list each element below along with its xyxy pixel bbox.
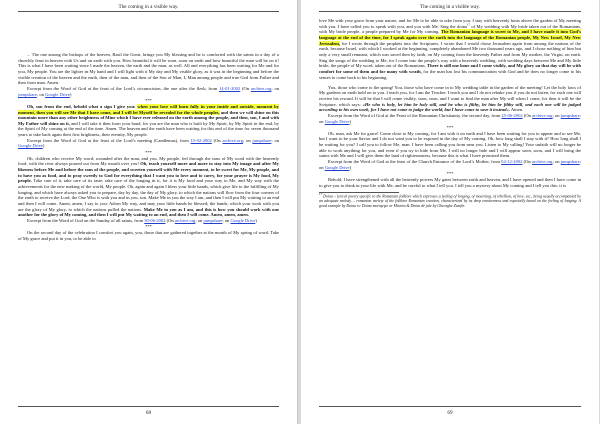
page-number-right: 69 (447, 410, 453, 416)
page-number-left: 68 (145, 410, 152, 416)
section-separator: *** (145, 224, 152, 230)
jumpshare-link[interactable]: jumpshare (18, 91, 37, 97)
footnote: $^{17}$ Doina – lyrical poetry specific to the Romanian folklore which expresses a feeling of longing, of mourning, of rebellion, of love, etc., being usually accompanied by an adequate melody. – romanian variety of the folklore Romanian creation, characterized by its deep emotiveness and especially based on the feeling of longing. A good example by Doina is: Doina moroşeşte or Miorita & Doina de jale by Gheorghe Zamfir. (319, 192, 581, 209)
paragraph: Oh, son from the end, behold what a sign I give you: when your love will burn fully in your inside and outside, moment by moment, then you will see Me that I have come, and I will let Myself be revealed for the whole peoples, and then we will shine on this mountain more than any other brightness of Mine which I have ever released on the earth among the people, and then, son, I and with My Father will shine on it, and I will take it then from your hand, for you are the man who is built by My Spirit, by My Spirit in the end, by the Spirit of My coming at the end of the time. Amen. The heaven and the earth have been waiting for this end of the time for seven thousand years to take back again their first brightness, their eternity, My people. (18, 103, 279, 138)
paragraph: Oh, man, ask Me for grace! Come close to My coming, for I am with it on earth and I have been waiting for you to appear and to see Me, but I want to be your Savior and I do not want you to be exposed in the day of My coming. Oh, how long shall I stay with it? How long shall I be waiting for you? I call you to follow Me, man. I have been calling you from near you. Listen to My calling! Your unfaith will no longer be able to work anything for you, and even if you try to hide from Me, I will no longer hide and I will appear soon, soon, and I will bring the saints with Me and I will give them the land of righteousness, because this is what I have promised them. (319, 130, 581, 159)
paragraph: Oh, children who receive My word; wounded after the man, and you, My people, fed through the sons of My word with the heavenly food, with the river always poured out from My mouth over you! Oh, teach yourself more and more to stay into My image and after My likeness before Me and before the sons of the people, and sweeten yourself with Me every moment, to be sweet for Me, My people, and to have you as food, and to pray sweetly to God for everything that I want you to love and to carry, for your prayer is My food, My people. Take care of it, take care of its taste, take care of the longing in it, for it is My food and your way to Me, and My way with the achievements for the new making of the world, My people. Oh, again and again I bless your little hands, which give life to the fulfilling of My longing, and which have always asked you to prepare, day by day, the day of My glory, to which the nations will flow from the four corners of the earth to receive the Lord, the One Who is with you and in you, son. Make Me in you the way I am, and then I will put My waiting to an end and then I will come. Amen, amen, I say to you: Adorn My way, and may your little hands be blessed; the hands, which your work with you are the glory of My glory, to which the nations pulled the nations. Make Me in you as I am, and this is how you should work with one another for the glory of My coming, and then I will put My waiting to an end, and then I will come. Amen, amen, amen. (18, 155, 279, 218)
google-drive-link[interactable]: Google Drive (45, 91, 70, 97)
footer-rule (18, 406, 279, 407)
right-page (301, 0, 599, 424)
header-rule (319, 11, 581, 12)
google-drive-link[interactable]: Google Drive (324, 118, 350, 124)
running-head-right: The coming in a visible way. (420, 4, 480, 10)
google-drive-link[interactable]: Google Drive (18, 143, 43, 149)
header-rule (18, 11, 279, 12)
footnote-number: 17 (319, 192, 322, 197)
date-link[interactable]: 15-02-2002 (190, 137, 212, 143)
paragraph: love Me with your grace from your nature, and for Me to be able to take from you. I stay with heavenly hosts above the garden of My meeting with you. I have called you to speak with you, and you with Me. Sing the doina$^{17}$ of My wedding with My bride taken out of the Romanians, with My bride people, a people prepared by Me for My coming. The Romanian language is sweet to Me, and I have made it into God’s language at the end of the time, for I speak again over the earth into the language of the Romanian people, My New Israel, My New Jerusalem, for I wrote through the prophets into the Scriptures. I wrote that I would chose Jerusalem again from among the nations of the earth, because Israel, with which I worked at the beginning, completely abandoned Me two thousand years ago, and I chose nothing of him but only a very small remnant, which was saved then by faith, on My coming from the heavenly Father and from My mother, the Virgin, on earth. Sing the songs of the wedding to Me, for I come into the people’s way with a heavenly wedding, with wedding days between Me and My little bride, the people of My word, taken out of the Romanians. There is still one hour and I come visibly, and My glory on that day will be with comfort for some of them and for many with wrath, for the man has lost his communication with God and he does no longer come to his senses to come back to his beginning. (319, 18, 582, 80)
jumpshare-link[interactable]: jumpshare (560, 159, 580, 165)
date-link[interactable]: 04-12-2002 (501, 159, 523, 165)
source-line: Excerpt from the Word of God on the Sunday of all saints, from 30-06-2002 (On archive.org; on jumpshare; on Google Drive) (27, 217, 257, 223)
section-separator: *** (145, 97, 152, 103)
jumpshare-link[interactable]: jumpshare (203, 217, 223, 223)
jumpshare-link[interactable]: jumpshare (560, 112, 580, 118)
paragraph: You, those who come to the spring! You, those who have come in to My wedding table in the garden of the meeting! Let the holy laws of My gardens on earth hold on to you. I teach you, for I am the Teacher. I teach you and I do not rebuke you if you do not listen, for each one will receive his reward. It will be that I will come visibly, soon, soon, and I want to find the man after My will when I come, for then it will be the Scripture, which says: «He who is holy, let him be holy still, and he who is filthy, let him be filthy still, and each one will be judged according to his own work, for I have not come to judge the world, but I have come to save it instead». Amen. (319, 84, 582, 113)
source-text: Excerpt from the Word of God at the feast of the Lord’s circumcision, the one after the flesh, from (27, 85, 220, 91)
footnote-reference: 17 (467, 22, 471, 27)
date-link[interactable]: 30-06-2002 (144, 217, 166, 223)
scripture-quote: «He who is holy, let him be holy still, and he who is filthy, let him be filthy still, and each one will be judged according to his own work, for I have not come to judge the world, but I have come to save it instead». (319, 101, 582, 113)
section-separator: *** (446, 124, 454, 130)
archive-link[interactable]: archive.org (250, 85, 272, 91)
source-line: Excerpt from the Word of God at the feast of the Lord’s meeting (Candlemas), from 15-02-2002 (On archive.org; on jumpshare; on Google Drive) (18, 137, 279, 149)
archive-link[interactable]: archive.org (531, 159, 553, 165)
source-line: Excerpt from the Word of God at the feast of the Church Entrance of the Lord’s Mother, from 04-12-2002 (On archive.org; on jumpshare; on Google Drive) (319, 159, 581, 170)
right-page-body (319, 18, 581, 209)
footer-rule (319, 406, 581, 407)
date-link[interactable]: 14-01-2002 (219, 85, 241, 91)
paragraph: On the second day of the celebration I comfort you again, you, those that are gathered together at the mouth of My spring of word. Take of My grace and put it in you, to be able to (18, 230, 279, 241)
google-drive-link[interactable]: Google Drive (230, 217, 256, 223)
section-separator: *** (446, 170, 454, 176)
archive-link[interactable]: archive.org (532, 112, 553, 118)
paragraph: ... The one among the bishops of the heaven, Basil the Great, brings you My blessing and he is comforted with the saints in a day of a churchly feast in heaven with Us and on earth with you. How beautiful it will be soon, soon on earth and how beautiful the man will be on it! This is what I have been waiting since I made the heaven, the earth and the man, as well. All and everything has been waiting for Me and for you, My people. You are the lighter in My hand and I will light with it My day and My visible glory, as it was in the beginning and before the visible creation of the heaven and the earth, then of the man, and then of the Son of Man, I, Man among people and true God from Father and then from man. Amen. (18, 52, 279, 86)
highlighted-text: The Romanian language is sweet to Me, and I have made it into God’s language at the end of the time, for I speak again over the earth into the language of the Romanian people, My New Israel, My New Jerusalem, (319, 29, 581, 46)
source-line: Excerpt from the Word of God at the feast of the Lord’s circumcision, the one after the flesh, from 14-01-2002 (On archive.org; on jumpshare; on Google Drive) (18, 85, 279, 97)
paragraph: Behold, I have strengthened with all the heavenly powers My gates between earth and heaven, and I have opened and then I have come in to give you to drink in your life with Me, and be careful to what I tell you. I tell you a mystery about My coming and I tell you this: it is (319, 176, 581, 188)
highlighted-text: when your love will burn fully in your inside and outside, moment by moment, then you will see Me that I have come, and I will let Myself be revealed for the whole peoples, (18, 103, 279, 115)
running-head-left: The coming in a visible way. (118, 4, 179, 10)
archive-link[interactable]: archive.org (174, 217, 196, 223)
google-drive-link[interactable]: Google Drive (324, 164, 350, 170)
left-page (0, 0, 298, 424)
jumpshare-link[interactable]: jumpshare (252, 137, 272, 143)
date-link[interactable]: 25-06-2002 (501, 112, 523, 118)
footnote-rule (319, 192, 399, 193)
left-page-body (18, 52, 279, 241)
source-line: Excerpt from the Word of God at the Feast of the Romanian Christianity, the second day, from 25-06-2002 (On archive.org; on jumpshare; on Google Drive) (319, 112, 581, 124)
archive-link[interactable]: archive.org (222, 137, 243, 143)
section-separator: *** (145, 149, 152, 155)
